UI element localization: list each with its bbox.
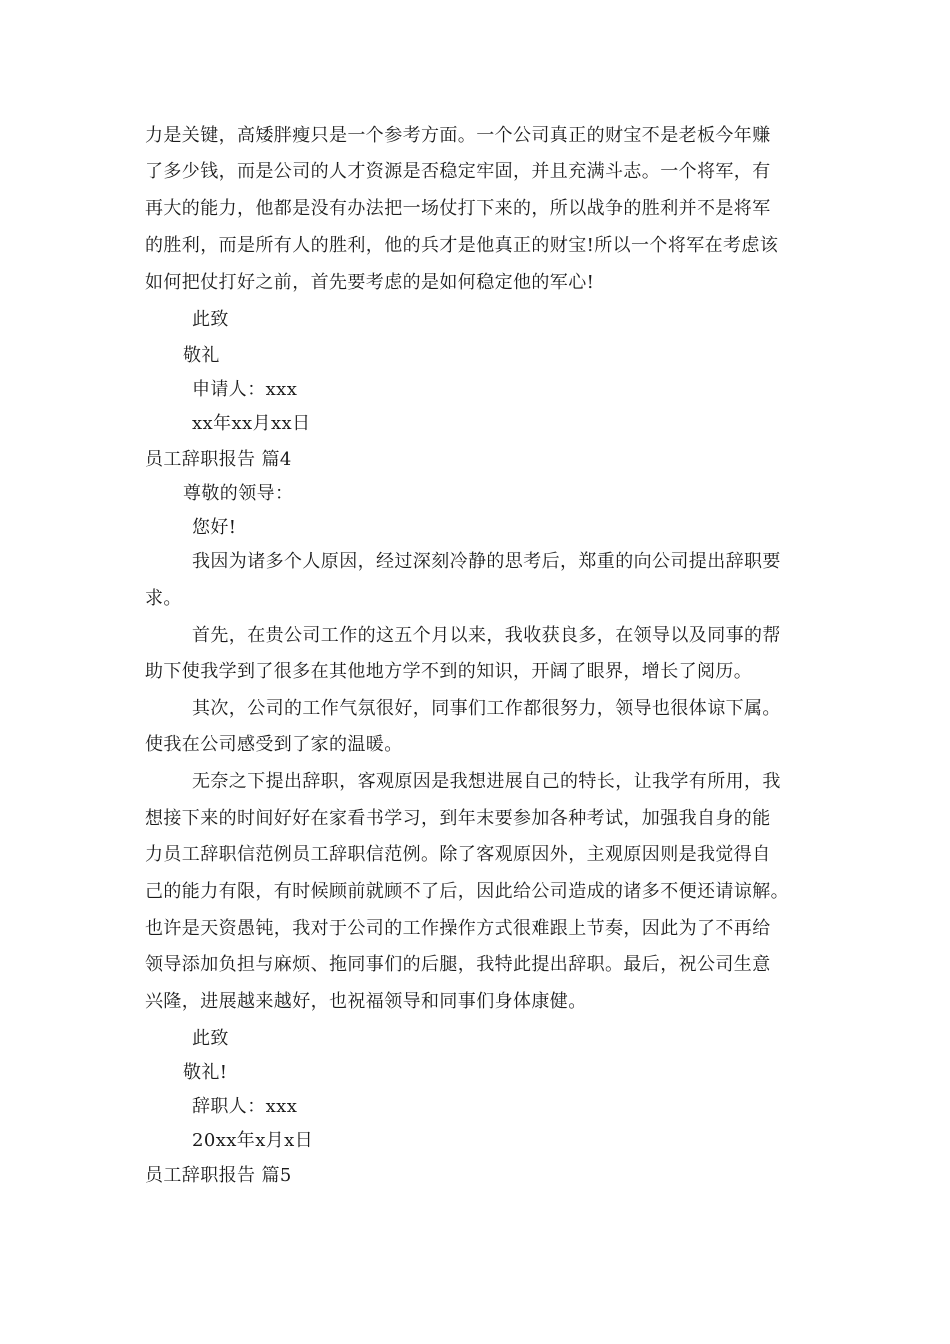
body-line: 使我在公司感受到了家的温暖。 — [145, 734, 403, 755]
body-line: 力是关键，高矮胖瘦只是一个参考方面。一个公司真正的财宝不是老板今年赚 — [145, 125, 771, 146]
body-line: 我因为诸多个人原因，经过深刻冷静的思考后，郑重的向公司提出辞职要 — [192, 551, 781, 572]
body-line: 助下使我学到了很多在其他地方学不到的知识，开阔了眼界，增长了阅历。 — [145, 661, 753, 682]
body-line: 领导添加负担与麻烦、拖同事们的后腿，我特此提出辞职。最后，祝公司生意 — [145, 954, 771, 975]
section-heading: 员工辞职报告 篇5 — [145, 1165, 292, 1186]
body-line: 也许是天资愚钝，我对于公司的工作操作方式很难跟上节奏，因此为了不再给 — [145, 918, 771, 939]
body-line: 兴隆，进展越来越好，也祝福领导和同事们身体康健。 — [145, 991, 587, 1012]
hello-text: 您好! — [192, 517, 237, 538]
greeting-text: 尊敬的领导： — [183, 483, 294, 504]
date-text: xx年xx月xx日 — [192, 413, 311, 434]
body-line: 如何把仗打好之前，首先要考虑的是如何稳定他的军心! — [145, 272, 595, 293]
body-line: 的胜利，而是所有人的胜利，他的兵才是他真正的财宝!所以一个将军在考虑该 — [145, 235, 779, 256]
signer-text: 辞职人：xxx — [192, 1096, 298, 1117]
body-line: 想接下来的时间好好在家看书学习，到年末要参加各种考试，加强我自身的能 — [145, 808, 771, 829]
body-line: 力员工辞职信范例员工辞职信范例。除了客观原因外，主观原因则是我觉得自 — [145, 844, 771, 865]
body-line: 首先，在贵公司工作的这五个月以来，我收获良多，在领导以及同事的帮 — [192, 625, 781, 646]
body-line: 了多少钱，而是公司的人才资源是否稳定牢固，并且充满斗志。一个将军，有 — [145, 161, 771, 182]
body-line: 己的能力有限，有时候顾前就顾不了后，因此给公司造成的诸多不便还请谅解。 — [145, 881, 789, 902]
closing-text: 此致 — [192, 309, 229, 330]
section-heading: 员工辞职报告 篇4 — [145, 449, 292, 470]
body-line: 无奈之下提出辞职，客观原因是我想进展自己的特长，让我学有所用，我 — [192, 771, 781, 792]
salute-text: 敬礼 — [183, 345, 220, 366]
body-line: 求。 — [145, 588, 182, 609]
body-line: 其次，公司的工作气氛很好，同事们工作都很努力，领导也很体谅下属。 — [192, 698, 781, 719]
closing-text: 此致 — [192, 1028, 229, 1049]
signer-text: 申请人：xxx — [192, 379, 298, 400]
date-text: 20xx年x月x日 — [192, 1130, 314, 1151]
body-line: 再大的能力，他都是没有办法把一场仗打下来的，所以战争的胜利并不是将军 — [145, 198, 771, 219]
salute-text: 敬礼! — [183, 1062, 228, 1083]
